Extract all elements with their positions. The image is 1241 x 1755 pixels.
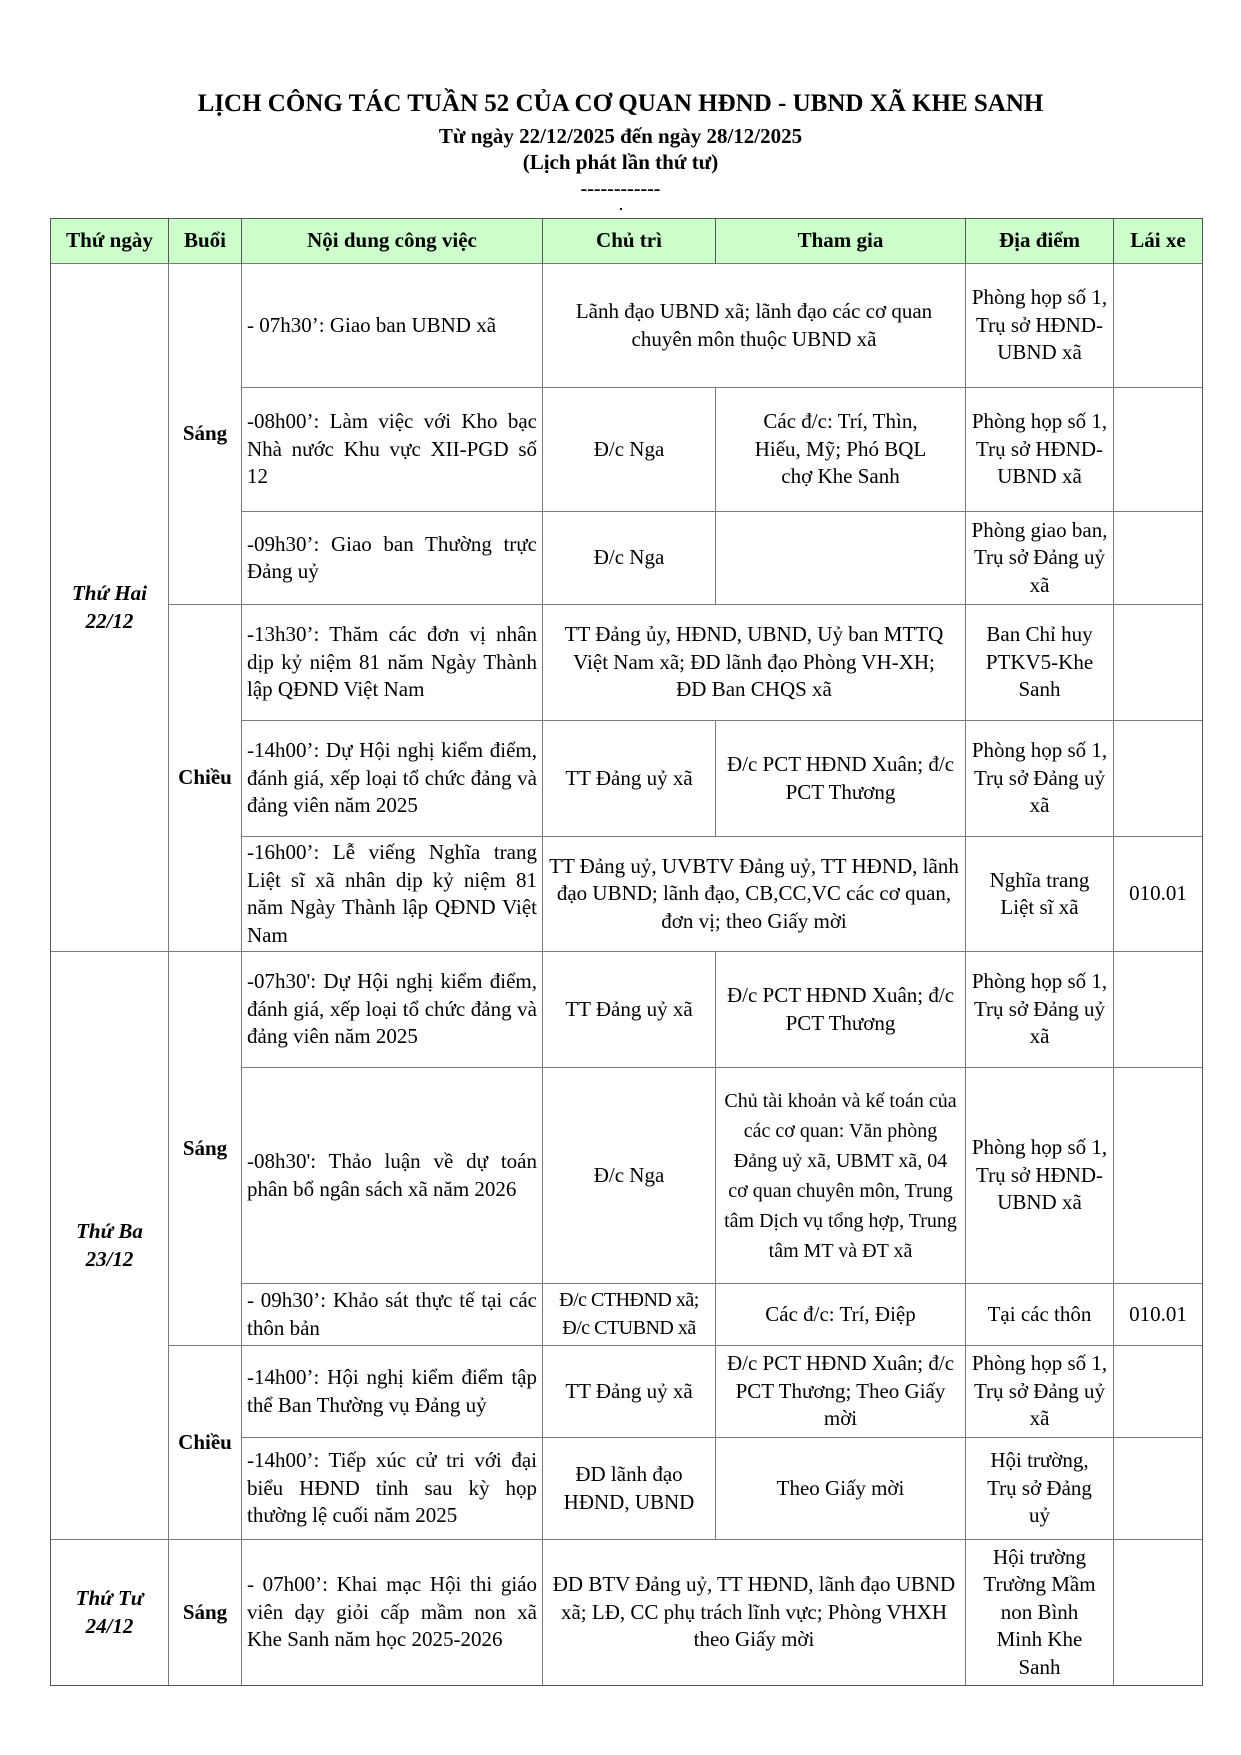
location-cell: Tại các thôn (965, 1283, 1114, 1346)
chair-participants-cell: Lãnh đạo UBND xã; lãnh đạo các cơ quan chuyên môn thuộc UBND xã (542, 263, 966, 388)
day-cell-monday (50, 263, 169, 952)
column-header-session: Buổi (168, 218, 242, 264)
session-cell: Sáng (168, 1539, 242, 1686)
day-name: Thứ Hai (71, 581, 147, 605)
chair-cell: Đ/c Nga (542, 511, 716, 605)
day-cell-wednesday (50, 1539, 169, 1686)
driver-cell (1113, 951, 1203, 1068)
chair-cell: Đ/c CTHĐND xã; Đ/c CTUBND xã (542, 1283, 716, 1346)
job-cell: - 07h00’: Khai mạc Hội thi giáo viên dạy giỏi cấp mầm non xã Khe Sanh năm học 2025-2026 (241, 1539, 543, 1686)
location-cell: Phòng họp số 1, Trụ sở Đảng uỷ xã (965, 720, 1114, 837)
driver-cell: 010.01 (1113, 1283, 1203, 1346)
driver-cell (1113, 1345, 1203, 1438)
driver-cell (1113, 387, 1203, 512)
chair-cell: TT Đảng uỷ xã (542, 1345, 716, 1438)
session-cell: Sáng (168, 263, 242, 605)
driver-cell (1113, 263, 1203, 388)
job-cell: -14h00’: Dự Hội nghị kiểm điểm, đánh giá, xếp loại tổ chức đảng và đảng viên năm 2025 (241, 720, 543, 837)
day-date: 24/12 (85, 1613, 134, 1638)
chair-participants-cell: TT Đảng ủy, HĐND, UBND, Uỷ ban MTTQ Việt Nam xã; ĐD lãnh đạo Phòng VH-XH; ĐD Ban CHQS xã (542, 604, 966, 721)
driver-cell (1113, 511, 1203, 605)
separator: ------------ (580, 178, 661, 200)
participants-cell: Đ/c PCT HĐND Xuân; đ/c PCT Thương (715, 951, 966, 1068)
location-cell: Hội trường Trường Mầm non Bình Minh Khe Sanh (965, 1539, 1114, 1686)
job-cell: -08h30': Thảo luận về dự toán phân bổ ngân sách xã năm 2026 (241, 1067, 543, 1284)
session-cell: Sáng (168, 951, 242, 1346)
job-cell: - 07h30’: Giao ban UBND xã (241, 263, 543, 388)
participants-cell: Các đ/c: Trí, Điệp (715, 1283, 966, 1346)
session-cell: Chiều (168, 604, 242, 952)
driver-cell: 010.01 (1113, 836, 1203, 952)
chair-participants-cell: ĐD BTV Đảng uỷ, TT HĐND, lãnh đạo UBND xã; LĐ, CC phụ trách lĩnh vực; Phòng VHXH theo Giấy mời (542, 1539, 966, 1686)
job-cell: -09h30’: Giao ban Thường trực Đảng uỷ (241, 511, 543, 605)
chair-participants-cell: TT Đảng uỷ, UVBTV Đảng uỷ, TT HĐND, lãnh đạo UBND; lãnh đạo, CB,CC,VC các cơ quan, đơn vị; theo Giấy mời (542, 836, 966, 952)
chair-cell: Đ/c Nga (542, 387, 716, 512)
column-header-participants: Tham gia (715, 218, 966, 264)
column-header-job: Nội dung công việc (241, 218, 543, 264)
participants-cell: Các đ/c: Trí, Thìn, Hiếu, Mỹ; Phó BQL chợ Khe Sanh (715, 387, 966, 512)
day-name: Thứ Ba (76, 1219, 143, 1243)
job-cell: -13h30’: Thăm các đơn vị nhân dịp kỷ niệm 81 năm Ngày Thành lập QĐND Việt Nam (241, 604, 543, 721)
chair-cell: TT Đảng uỷ xã (542, 951, 716, 1068)
session-cell: Chiều (168, 1345, 242, 1540)
chair-cell: Đ/c Nga (542, 1067, 716, 1284)
location-cell: Hội trường, Trụ sở Đảng uỷ (965, 1437, 1114, 1540)
day-name: Thứ Tư (75, 1586, 144, 1610)
day-date: 23/12 (85, 1246, 134, 1271)
column-header-location: Địa điểm (965, 218, 1114, 264)
issue-note: (Lịch phát lần thứ tư) (522, 150, 719, 174)
chair-cell: ĐD lãnh đạo HĐND, UBND (542, 1437, 716, 1540)
location-cell: Ban Chỉ huy PTKV5-Khe Sanh (965, 604, 1114, 721)
job-cell: -08h00’: Làm việc với Kho bạc Nhà nước Khu vực XII-PGD số 12 (241, 387, 543, 512)
job-cell: -16h00’: Lễ viếng Nghĩa trang Liệt sĩ xã nhân dịp kỷ niệm 81 năm Ngày Thành lập QĐND Việt Nam (241, 836, 543, 952)
job-cell: - 09h30’: Khảo sát thực tế tại các thôn bản (241, 1283, 543, 1346)
participants-cell: Đ/c PCT HĐND Xuân; đ/c PCT Thương; Theo Giấy mời (715, 1345, 966, 1438)
participants-cell (715, 511, 966, 605)
location-cell: Phòng họp số 1, Trụ sở HĐND-UBND xã (965, 263, 1114, 388)
job-cell: -14h00’: Hội nghị kiểm điểm tập thể Ban Thường vụ Đảng uỷ (241, 1345, 543, 1438)
location-cell: Phòng họp số 1, Trụ sở HĐND-UBND xã (965, 387, 1114, 512)
location-cell: Phòng họp số 1, Trụ sở Đảng uỷ xã (965, 951, 1114, 1068)
job-cell: -07h30': Dự Hội nghị kiểm điểm, đánh giá, xếp loại tổ chức đảng và đảng viên năm 2025 (241, 951, 543, 1068)
participants-cell: Theo Giấy mời (715, 1437, 966, 1540)
driver-cell (1113, 1437, 1203, 1540)
location-cell: Phòng họp số 1, Trụ sở HĐND-UBND xã (965, 1067, 1114, 1284)
driver-cell (1113, 604, 1203, 721)
participants-cell: Chủ tài khoản và kế toán của các cơ quan: Văn phòng Đảng uỷ xã, UBMT xã, 04 cơ quan chuyên môn, Trung tâm Dịch vụ tổng hợp, Trung tâm MT và ĐT xã (715, 1067, 966, 1284)
chair-cell: TT Đảng uỷ xã (542, 720, 716, 837)
date-range: Từ ngày 22/12/2025 đến ngày 28/12/2025 (438, 124, 803, 148)
location-cell: Nghĩa trang Liệt sĩ xã (965, 836, 1114, 952)
job-cell: -14h00’: Tiếp xúc cử tri với đại biểu HĐND tỉnh sau kỳ họp thường lệ cuối năm 2025 (241, 1437, 543, 1540)
participants-cell: Đ/c PCT HĐND Xuân; đ/c PCT Thương (715, 720, 966, 837)
day-cell-tuesday (50, 951, 169, 1540)
driver-cell (1113, 1067, 1203, 1284)
column-header-day: Thứ ngày (50, 218, 169, 264)
document-title: LỊCH CÔNG TÁC TUẦN 52 CỦA CƠ QUAN HĐND - UBND XÃ KHE SANH (197, 90, 1044, 117)
location-cell: Phòng giao ban, Trụ sở Đảng uỷ xã (965, 511, 1114, 605)
driver-cell (1113, 720, 1203, 837)
location-cell: Phòng họp số 1, Trụ sở Đảng uỷ xã (965, 1345, 1114, 1438)
column-header-driver: Lái xe (1113, 218, 1203, 264)
day-date: 22/12 (85, 608, 134, 633)
driver-cell (1113, 1539, 1203, 1686)
separator-dot (620, 208, 622, 210)
column-header-chair: Chủ trì (542, 218, 716, 264)
